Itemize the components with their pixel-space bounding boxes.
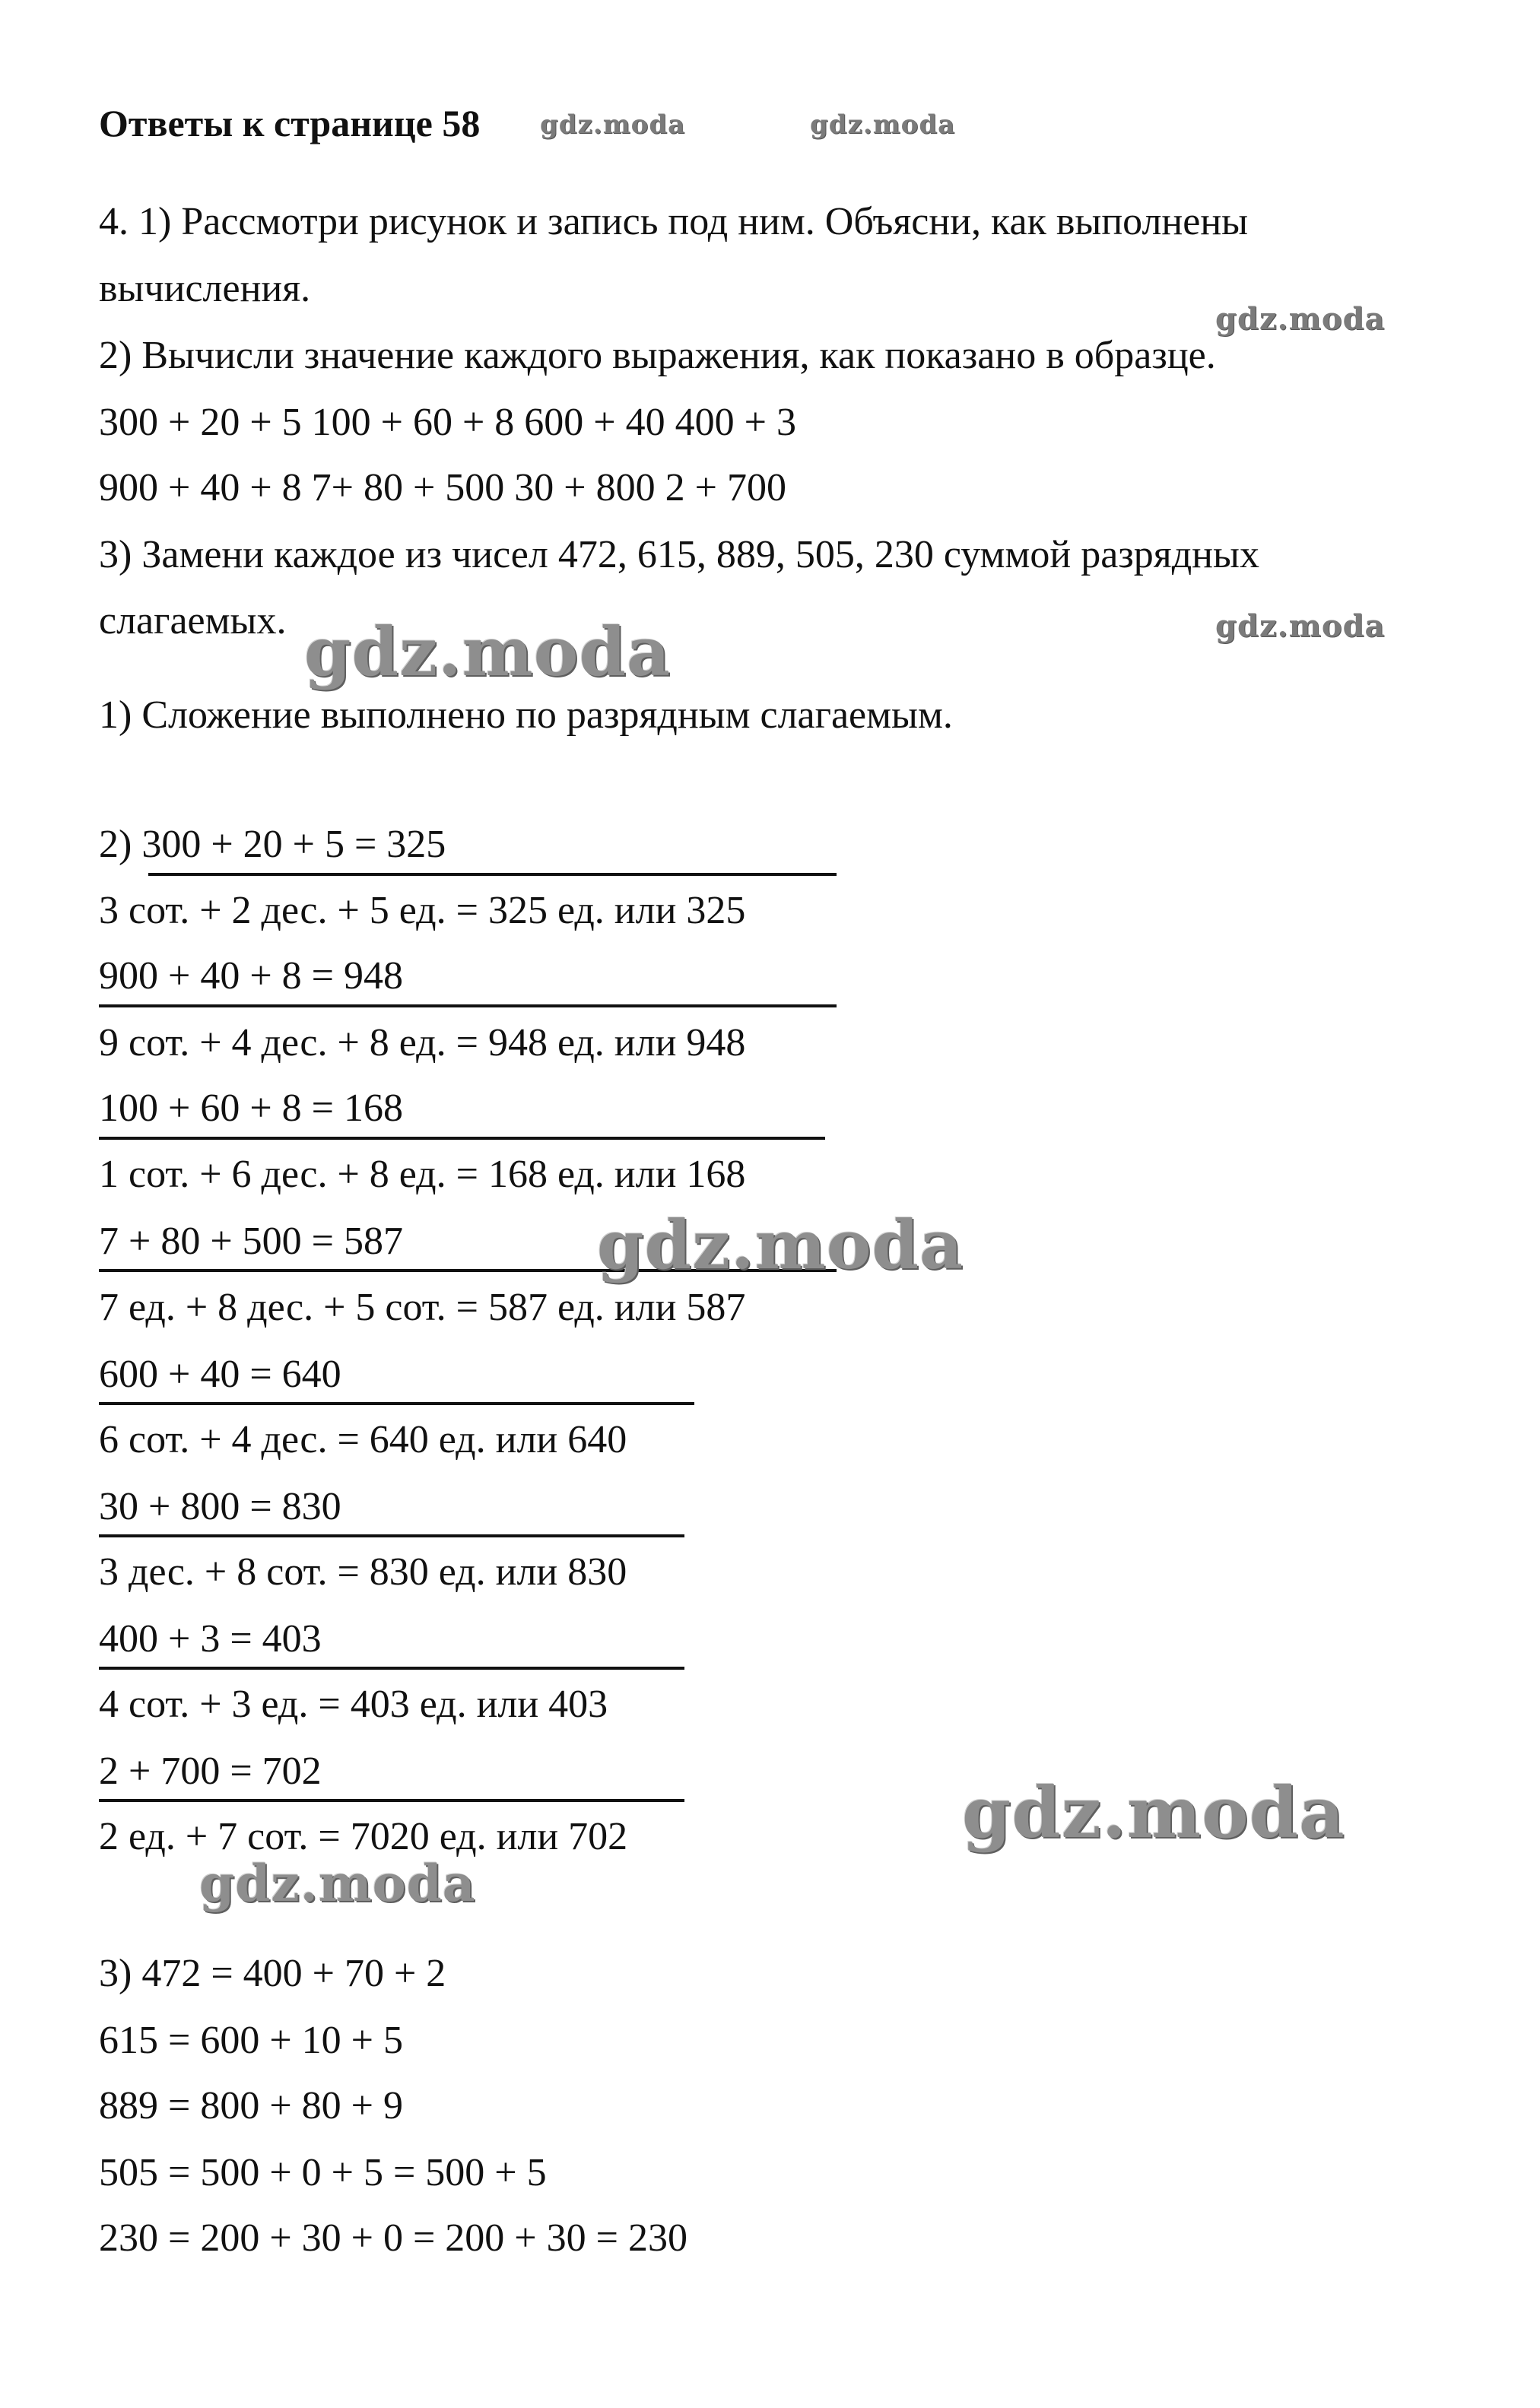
watermark: gdz.moda [810, 109, 956, 140]
task-expressions-line2: 900 + 40 + 8 7+ 80 + 500 30 + 800 2 + 700 [99, 466, 786, 509]
answer-2-row: 30 + 800 = 830 [99, 1485, 341, 1528]
answer-2-row: 6 сот. + 4 дес. = 640 ед. или 640 [99, 1418, 627, 1461]
answer-underline [99, 1137, 825, 1140]
watermark: gdz.moda [1215, 301, 1386, 337]
answer-underline [99, 1799, 684, 1802]
answer-2-row: 3 сот. + 2 дес. + 5 ед. = 325 ед. или 325 [99, 889, 746, 932]
page-title: Ответы к странице 58 [99, 102, 481, 144]
answer-2-row: 7 ед. + 8 дес. + 5 сот. = 587 ед. или 587 [99, 1286, 746, 1329]
task-part2: 2) Вычисли значение каждого выражения, как показано в образце. [99, 334, 1216, 377]
answer-2-row: 9 сот. + 4 дес. + 8 ед. = 948 ед. или 948 [99, 1021, 746, 1064]
answer-3-row: 615 = 600 + 10 + 5 [99, 2019, 403, 2062]
answer-3-row: 230 = 200 + 30 + 0 = 200 + 30 = 230 [99, 2216, 687, 2260]
watermark: gdz.moda [962, 1772, 1345, 1854]
answer-underline [99, 1004, 837, 1007]
answer-underline [99, 1402, 694, 1405]
answer-3-row: 889 = 800 + 80 + 9 [99, 2084, 403, 2127]
answer-underline [99, 1667, 684, 1670]
task-part1-line2: вычисления. [99, 267, 311, 310]
answer-2-row: 1 сот. + 6 дес. + 8 ед. = 168 ед. или 168 [99, 1153, 746, 1196]
answer-underline [148, 873, 837, 876]
answer-3-row: 505 = 500 + 0 + 5 = 500 + 5 [99, 2151, 547, 2194]
answer-1: 1) Сложение выполнено по разрядным слагаемым. [99, 693, 953, 737]
answer-2-row: 2 + 700 = 702 [99, 1750, 322, 1793]
answer-2-row: 100 + 60 + 8 = 168 [99, 1087, 403, 1130]
answer-2-row: 7 + 80 + 500 = 587 [99, 1220, 403, 1263]
task-part1-line1: 4. 1) Рассмотри рисунок и запись под ним. Объясни, как выполнены [99, 200, 1249, 243]
answer-2-row: 4 сот. + 3 ед. = 403 ед. или 403 [99, 1683, 608, 1726]
watermark: gdz.moda [540, 109, 686, 140]
answer-2-row: 2 ед. + 7 сот. = 7020 ед. или 702 [99, 1815, 628, 1858]
answer-2-row: 900 + 40 + 8 = 948 [99, 954, 403, 998]
task-expressions-line1: 300 + 20 + 5 100 + 60 + 8 600 + 40 400 + 3 [99, 401, 796, 444]
answer-2-row: 600 + 40 = 640 [99, 1353, 341, 1396]
task-part3-line1: 3) Замени каждое из чисел 472, 615, 889, 505, 230 суммой разрядных [99, 533, 1259, 576]
answer-2-row: 400 + 3 = 403 [99, 1617, 322, 1661]
answer-2-row: 2) 300 + 20 + 5 = 325 [99, 823, 446, 866]
answer-3-row: 3) 472 = 400 + 70 + 2 [99, 1952, 446, 1995]
watermark: gdz.moda [597, 1205, 964, 1284]
watermark: gdz.moda [199, 1854, 476, 1913]
answer-2-row: 3 дес. + 8 сот. = 830 ед. или 830 [99, 1550, 627, 1594]
watermark: gdz.moda [1215, 608, 1386, 644]
watermark: gdz.moda [304, 612, 672, 691]
task-part3-line2: слагаемых. [99, 599, 287, 642]
answer-underline [99, 1534, 684, 1537]
